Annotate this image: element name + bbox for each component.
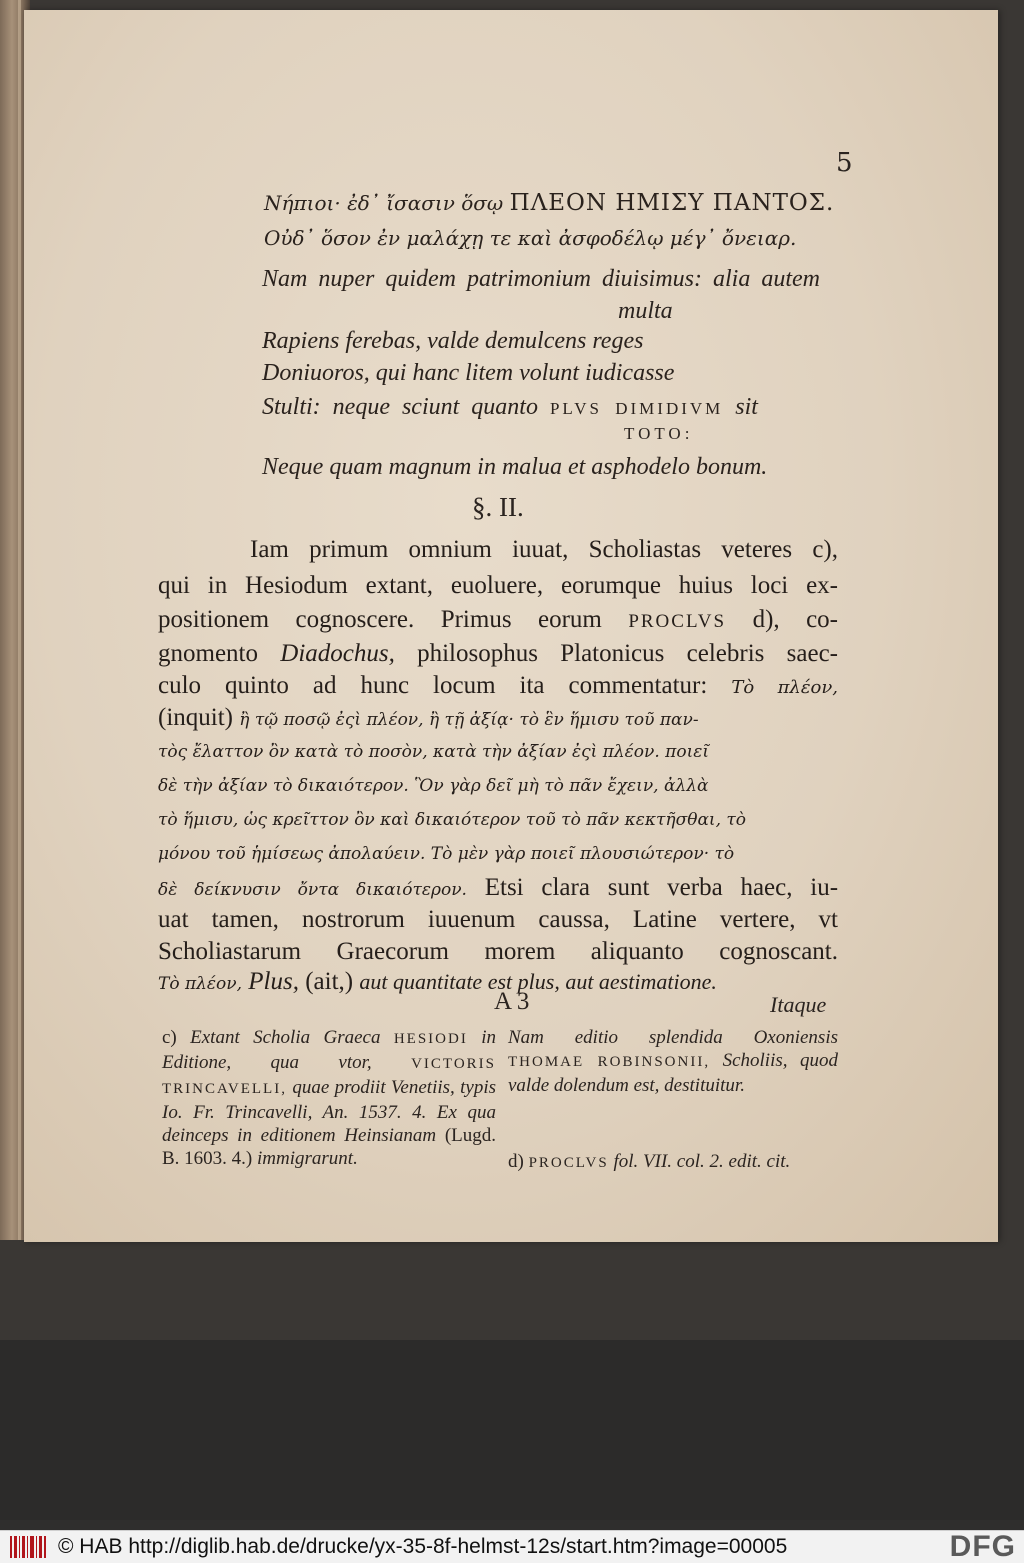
barcode-icon (10, 1536, 46, 1558)
body-text-italic: Diadochus, (280, 640, 395, 667)
footnote-text: immigrarunt. (257, 1148, 358, 1169)
body-text-line (158, 704, 838, 732)
book-page (24, 10, 998, 1242)
body-greek-line: τὸ ἥμισυ, ὡς κρεῖττον ὂν καὶ δικαιότερον τοῦ τὸ πᾶν κεκτῆσθαι, τὸ (158, 810, 747, 830)
body-text-line (158, 640, 838, 668)
body-text: d), co- (752, 606, 839, 633)
body-greek-text: ἢ τῷ ποσῷ ἐςὶ πλέον, ἢ τῇ ἀξίᾳ· τὸ ἓν ἥμισυ τοῦ παν- (239, 710, 699, 730)
body-greek-line: τὸς ἔλαττον ὂν κατὰ τὸ ποσὸν, κατὰ τὴν ἀξίαν ἐςὶ πλέον. ποιεῖ (158, 742, 710, 762)
dfg-logo: DFG (949, 1530, 1016, 1563)
body-text: philosophus Platonicus celebris saec- (417, 640, 838, 667)
body-text-line: uat tamen, nostrorum iuuenum caussa, Latine vertere, vt (158, 906, 838, 933)
body-text: Etsi clara sunt verba haec, iu- (484, 874, 839, 901)
footnote-caps: HESIODI (393, 1031, 468, 1047)
footnote-caps: THOMAE ROBINSONII, (508, 1054, 711, 1070)
footnote-text: fol. VII. col. 2. edit. cit. (613, 1151, 791, 1172)
page-number: 5 (836, 148, 853, 178)
body-text-line: Scholiastarum Graecorum morem aliquanto cognoscant. (158, 938, 838, 965)
footnote-text: Extant Scholia Graeca (190, 1027, 381, 1048)
latin-verse-line: Nam nuper quidem patrimonium diuisimus: alia autem (262, 266, 820, 292)
latin-verse-line: Neque quam magnum in malua et asphodelo bonum. (262, 454, 768, 480)
body-greek-text: Τὸ πλέον, (731, 677, 839, 698)
body-text-italic: aut quantitate est plus, aut aestimatione. (359, 969, 717, 994)
latin-verse-caps: PLVS DIMIDIVM (549, 399, 724, 418)
body-greek-text: δὲ δείκνυσιν ὄντα δικαιότερον. (158, 880, 467, 900)
body-text: gnomento (158, 640, 258, 667)
greek-verse-line (264, 190, 834, 216)
latin-verse-line: Doniuoros, qui hanc litem volunt iudicasse (262, 360, 675, 386)
footnote-marker: d) (508, 1151, 524, 1172)
latin-verse-line: Rapiens ferebas, valde demulcens reges (262, 328, 644, 354)
footnote-text: Nam editio splendida Oxoniensis (508, 1027, 838, 1048)
body-text-line (158, 874, 838, 902)
greek-verse-text: Νήπιοι· ἐδ᾽ ἴσασιν ὅσῳ (264, 191, 504, 215)
footnote-c-continued (508, 1026, 838, 1097)
body-text-line: Iam primum omnium iuuat, Scholiastas veteres c), (250, 536, 838, 563)
body-text-line (158, 672, 838, 700)
footnote-marker: c) (162, 1027, 177, 1048)
latin-verse-continuation: multa (618, 298, 673, 324)
body-text-caps: PROCLVS (628, 611, 727, 632)
footnote-caps: VICTORIS TRINCAVELLI, (162, 1056, 496, 1097)
latin-verse-continuation: TOTO: (624, 424, 694, 443)
body-greek-line: μόνου τοῦ ἡμίσεως ἀπολαύειν. Τὸ μὲν γὰρ ποιεῖ πλουσιώτερον· τὸ (158, 844, 735, 864)
scan-background-lower (0, 1340, 1024, 1520)
catchword: Itaque (770, 992, 827, 1017)
footnote-text: in Editione, qua vtor, (162, 1027, 496, 1073)
footer-url-link[interactable]: © HAB http://diglib.hab.de/drucke/yx-35-8f-helmst-12s/start.htm?image=00005 (58, 1535, 788, 1558)
body-text-line: qui in Hesiodum extant, euoluere, eorumque huius loci ex- (158, 572, 838, 599)
body-text-line (158, 606, 838, 634)
footnote-text: (Lugd. B. 1603. 4.) (162, 1125, 496, 1169)
body-text: culo quinto ad hunc locum ita commentatur: (158, 672, 708, 699)
section-heading: §. II. (472, 492, 524, 522)
latin-verse-text: Stulti: neque sciunt quanto (262, 394, 538, 420)
body-greek-text: Τὸ πλέον, (158, 974, 243, 994)
footer-bar (0, 1530, 1024, 1563)
body-text: positionem cognoscere. Primus eorum (158, 606, 602, 633)
latin-verse-text: sit (735, 394, 758, 420)
greek-verse-caps: ΠΛΕΟΝ ΗΜΙΣΥ ΠΑΝΤΟΣ. (509, 190, 835, 216)
greek-verse-line: Οὐδ᾽ ὅσον ἐν μαλάχῃ τε καὶ ἀσφοδέλῳ μέγ᾽ ὄνειαρ. (264, 226, 797, 250)
body-text: (inquit) (158, 704, 233, 731)
footnote-c (162, 1026, 496, 1170)
latin-verse-line (262, 394, 758, 421)
body-text-italic: Plus, (248, 968, 299, 995)
body-text: (ait,) (305, 968, 354, 995)
footnote-text: quae prodiit Venetiis, typis Io. Fr. Trincavelli, An. 1537. 4. Ex qua deinceps in editionem Heinsianam (162, 1077, 496, 1146)
signature-mark: A 3 (494, 988, 530, 1015)
footnote-d (508, 1150, 838, 1175)
footnote-caps: PROCLVS (528, 1155, 609, 1171)
body-greek-line: δὲ τὴν ἀξίαν τὸ δικαιότερον. Ὃν γὰρ δεῖ μὴ τὸ πᾶν ἔχειν, ἀλλὰ (158, 776, 709, 796)
footnote-text: Scholiis, quod valde dolendum est, destituitur. (508, 1050, 838, 1096)
